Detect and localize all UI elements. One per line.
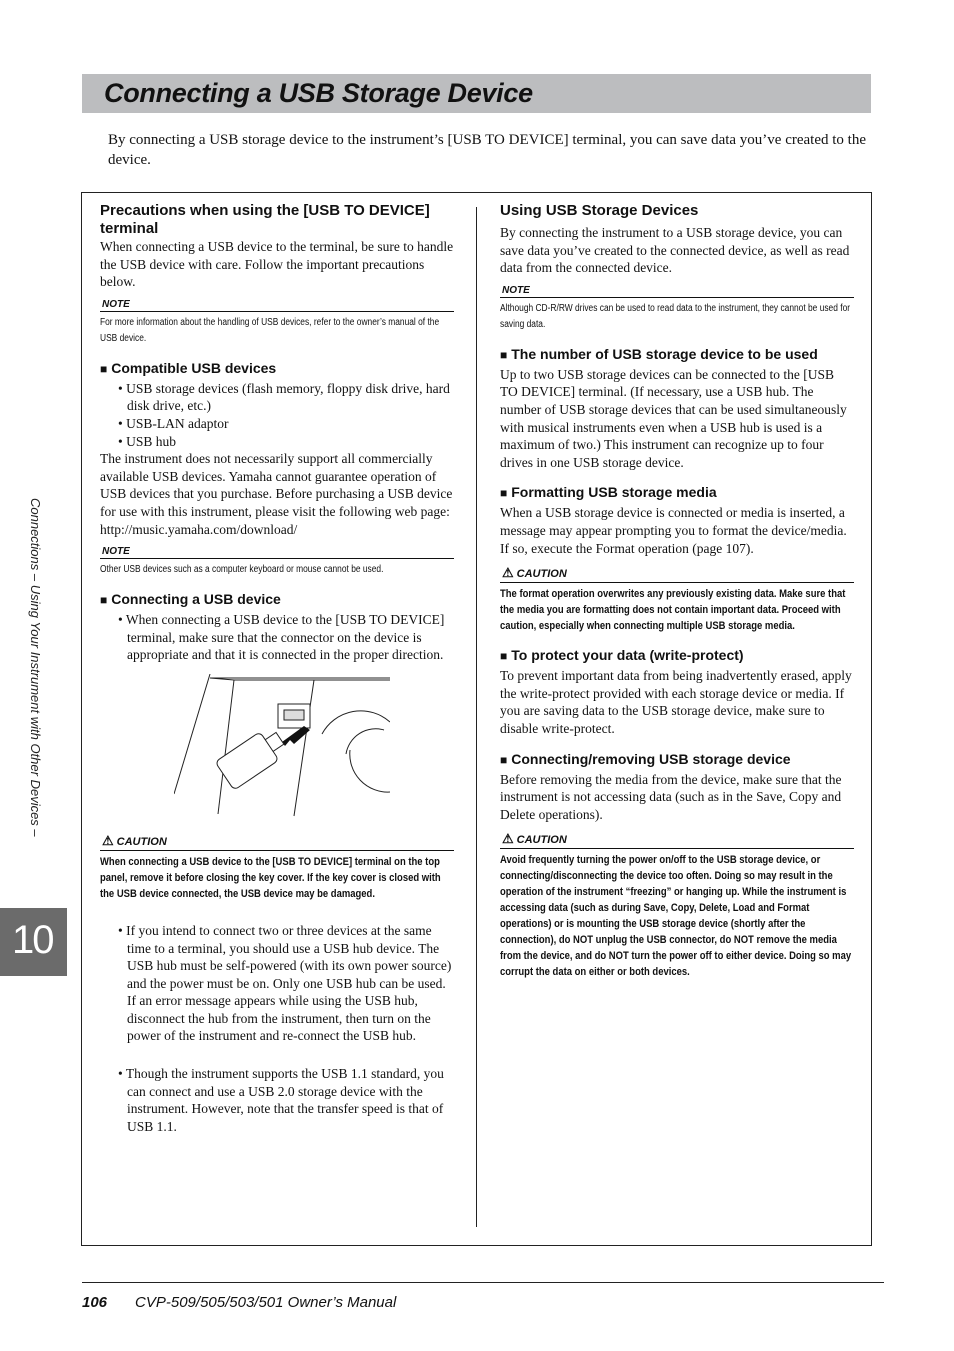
list-item: • USB-LAN adaptor xyxy=(118,415,229,431)
caution-label: ⚠ CAUTION xyxy=(500,565,854,583)
list-item: • USB hub xyxy=(118,433,176,449)
using-heading: Using USB Storage Devices xyxy=(500,202,699,219)
using-intro: By connecting the instrument to a USB storage device, you can save data you’ve created to the connected device, as well as read data from the connected device. xyxy=(500,225,850,276)
right-column xyxy=(500,200,854,980)
format-text: When a USB storage device is connected or media is inserted, a message may appear prompting you to format the device/media. If so, execute the Format operation (page 107). xyxy=(500,505,847,556)
chapter-side-label: Connections – Using Your Instrument with Other Devices – xyxy=(28,498,43,837)
footer xyxy=(82,1294,396,1311)
note-label: NOTE xyxy=(100,299,454,312)
compatible-text: The instrument does not necessarily support all commercially available USB devices. Yamaha cannot guarantee operation of USB devices that you purchase. Before purchasing a USB device for use with this instrument, please visit the following web page: xyxy=(100,451,453,519)
number-text: Up to two USB storage devices can be connected to the [USB TO DEVICE] terminal. (If necessary, use a USB hub. The number of USB storage devices that can be used simultaneously with musical instruments even when a USB hub is used is a maximum of two.) This instrument can recognize up to four drives in one USB storage device. xyxy=(500,366,847,470)
title-bar xyxy=(82,74,871,113)
square-bullet-icon: ■ xyxy=(500,347,508,362)
chapter-tab xyxy=(0,908,67,976)
list-item: • If you intend to connect two or three devices at the same time to a terminal, you should use a USB hub device. The USB hub must be self-powered (with its own power source) and the power must be on. Only one USB hub can be used. If an error message appears while using the USB hub, disconnect the hub from the instrument, then turn on the power of the instrument and re-connect the USB hub. xyxy=(118,922,452,1044)
chapter-number: 10 xyxy=(12,918,53,962)
intro-paragraph: By connecting a USB storage device to the instrument’s [USB TO DEVICE] terminal, you can save data you’ve created to the device. xyxy=(108,132,866,168)
column-divider xyxy=(476,207,477,1227)
caution-label: ⚠ CAUTION xyxy=(500,831,854,849)
list-item: • Though the instrument supports the USB 1.1 standard, you can connect and use a USB 2.0 storage device with the instrument. However, note that the transfer speed is that of USB 1.1. xyxy=(118,1066,444,1134)
note-label: NOTE xyxy=(500,285,854,298)
caution-label: ⚠ CAUTION xyxy=(100,833,454,851)
precautions-heading: Precautions when using the [USB TO DEVICE] terminal xyxy=(100,202,430,237)
warning-icon: ⚠ xyxy=(502,831,514,847)
usb-connection-illustration xyxy=(174,674,390,820)
connecting-list-continued xyxy=(100,922,454,1045)
caution-text: The format operation overwrites any previously existing data. Make sure that the media you are formatting does not contain important data. Proceed with caution, especially when connecting multiple USB storage media. xyxy=(500,588,846,633)
download-url[interactable]: http://music.yamaha.com/download/ xyxy=(100,521,298,537)
precautions-intro: When connecting a USB device to the terminal, be sure to handle the USB device with care. Follow the important precautions below. xyxy=(100,239,454,290)
square-bullet-icon: ■ xyxy=(500,486,508,501)
number-heading: ■ The number of USB storage device to be used xyxy=(500,345,818,362)
compatible-heading: ■ Compatible USB devices xyxy=(100,359,277,376)
square-bullet-icon: ■ xyxy=(500,649,508,664)
remove-heading: ■ Connecting/removing USB storage device xyxy=(500,750,791,767)
compatible-list xyxy=(100,380,454,450)
caution-text: Avoid frequently turning the power on/off to the USB storage device, or connecting/disconnecting the device too often. Doing so may result in the operation of the instrument “freezing” or hanging up. While the instrument is accessing data (such as during Save, Copy, Delete, Load and Format operations) or is mounting the USB storage device (shortly after the connection), do NOT unplug the USB connector, do NOT remove the media from the device, and do NOT turn the power off to either device. Doing so may corrupt the data on either or both devices. xyxy=(500,854,852,979)
note-text: Although CD-R/RW drives can be used to read data to the instrument, they cannot be used for saving data. xyxy=(500,302,851,330)
note-text: For more information about the handling of USB devices, refer to the owner’s manual of the USB device. xyxy=(100,316,440,344)
warning-icon: ⚠ xyxy=(102,832,114,848)
list-item: • When connecting a USB device to the [USB TO DEVICE] terminal, make sure that the connector on the device is appropriate and that it is connected in the proper direction. xyxy=(118,612,445,663)
left-column xyxy=(100,200,454,1135)
protect-text: To prevent important data from being inadvertently erased, apply the write-protect provided with each storage device or media. If you are saving data to the USB storage device, make sure to disable write-protect. xyxy=(500,668,852,736)
square-bullet-icon: ■ xyxy=(100,361,108,376)
protect-heading: ■ To protect your data (write-protect) xyxy=(500,647,744,664)
warning-icon: ⚠ xyxy=(502,565,514,581)
page-number: 106 xyxy=(82,1294,108,1311)
page-title: Connecting a USB Storage Device xyxy=(104,78,533,108)
manual-title: CVP-509/505/503/501 Owner’s Manual xyxy=(135,1294,397,1311)
format-heading: ■ Formatting USB storage media xyxy=(500,484,717,501)
square-bullet-icon: ■ xyxy=(500,752,508,767)
connecting-heading: ■ Connecting a USB device xyxy=(100,591,281,608)
remove-text: Before removing the media from the device, make sure that the instrument is not accessing data (such as in the Save, Copy and Delete operations). xyxy=(500,771,842,822)
note-text: Other USB devices such as a computer keyboard or mouse cannot be used. xyxy=(100,564,384,576)
caution-text: When connecting a USB device to the [USB TO DEVICE] terminal on the top panel, remove it before closing the key cover. If the key cover is closed with the USB device connected, the USB device may be damaged. xyxy=(100,855,441,900)
connecting-list-continued xyxy=(100,1065,454,1135)
list-item: • USB storage devices (flash memory, floppy disk drive, hard disk drive, etc.) xyxy=(118,380,450,414)
note-label: NOTE xyxy=(100,546,454,559)
connecting-list xyxy=(100,611,454,664)
square-bullet-icon: ■ xyxy=(100,593,108,608)
footer-rule xyxy=(82,1282,884,1283)
